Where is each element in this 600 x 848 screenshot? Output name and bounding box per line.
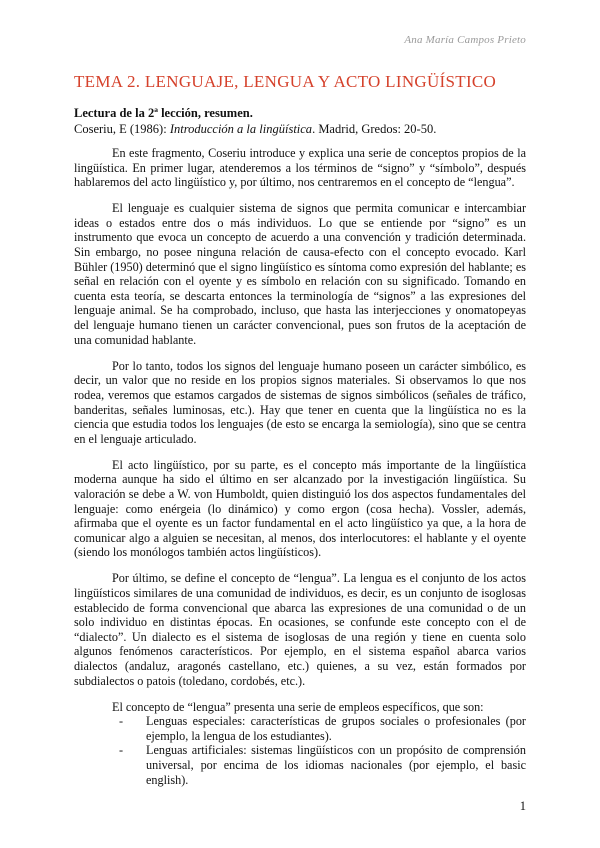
reading-subtitle: Lectura de la 2ª lección, resumen. — [74, 106, 253, 120]
paragraph-acto-linguistico: El acto lingüístico, por su parte, es el concepto más importante de la lingüística moderna aunque ha sido el último en ser alcanzado por la investigación lingüística. Su valoración se debe a W. von Humboldt, quien distinguió los dos aspectos fundamentales del lenguaje: como enérgeia (lo dinámico) y como ergon (cosa hecha). Vossler, además, afirmaba que el oyente es un factor fundamental en el acto lingüístico ya que, a la hora de comunicar algo a alguien se necesitan, al menos, dos interlocutores: el hablante y el oyente (siendo los monólogos también actos lingüísticos). — [74, 457, 526, 560]
paragraph-intro: En este fragmento, Coseriu introduce y explica una serie de conceptos propios de la lingüística. En primer lugar, atenderemos a los términos de “signo” y “símbolo”, después hablaremos del acto lingüístico y, por último, nos centraremos en el concepto de “lengua”. — [74, 146, 526, 190]
header-author: Ana María Campos Prieto — [404, 34, 526, 46]
empleos-list — [74, 714, 526, 787]
page-title: TEMA 2. LENGUAJE, LENGUA Y ACTO LINGÜÍSTICO — [74, 72, 497, 91]
page-number: 1 — [519, 799, 526, 813]
paragraph-signos: Por lo tanto, todos los signos del lenguaje humano poseen un carácter simbólico, es decir, un valor que no reside en los propios signos materiales. Si observamos lo que nos rodea, veremos que estamos cargados de sistemas de signos simbólicos (señales de tráfico, banderitas, señales luminosas, etc.). Hay que tener en cuenta que la lingüística no es la ciencia que estudia todos los lenguajes (de esto se encarga la semiología), sino que se centra en el lenguaje articulado. — [74, 358, 526, 446]
list-item — [119, 714, 526, 743]
list-bullet: - — [119, 743, 124, 758]
citation-book: Introducción a la lingüística — [169, 122, 313, 136]
list-bullet: - — [119, 714, 124, 729]
citation-rest: . Madrid, Gredos: 20-50. — [312, 122, 437, 136]
list-item — [119, 743, 526, 787]
paragraph-lengua: Por último, se define el concepto de “lengua”. La lengua es el conjunto de los actos lingüísticos similares de una comunidad de individuos, es decir, es un conjunto de isoglosas establecido de forma convencional que abarca las expresiones de una comunidad o de un solo individuo en distintas épocas. En ocasiones, se confunde este concepto con el de “dialecto”. Un dialecto es el sistema de isoglosas de una región y tiene en cuenta solo algunos fenómenos característicos. Por ejemplo, en el sistema español abarca varios dialectos (andaluz, aragonés castellano, etc.) quienes, a su vez, están formados por subdialectos o patois (toledano, cordobés, etc.). — [74, 571, 526, 688]
paragraph-lenguaje: El lenguaje es cualquier sistema de signos que permita comunicar e intercambiar ideas o estados entre dos o más individuos. Lo que se entiende por “signo” es un instrumento que evoca un concepto de acuerdo a una convención y tradición determinada. Sin embargo, no posee ninguna relación de causa-efecto con el concepto evocado. Karl Bühler (1950) determinó que el signo lingüístico es síntoma como expresión del hablante; es señal en relación con el oyente y es símbolo en relación con su significado. Tomando en cuenta esta teoría, se descarta entonces la terminología de “signos” a las expresiones del lenguaje animal. Se ha comprobado, incluso, que hasta las interjecciones y onomatopeyas del lenguaje humano tienen un carácter convencional, pues son frutos de la aceptación de una comunidad hablante. — [74, 201, 526, 347]
body-text — [74, 146, 526, 787]
citation-author: Coseriu, E (1986): — [74, 122, 170, 136]
paragraph-empleos: El concepto de “lengua” presenta una serie de empleos específicos, que son: — [112, 699, 484, 714]
list-item-text: Lenguas artificiales: sistemas lingüísticos con un propósito de comprensión universal, por encima de los idiomas nacionales (por ejemplo, el basic english). — [146, 743, 526, 787]
citation — [74, 122, 436, 137]
list-item-text: Lenguas especiales: características de grupos sociales o profesionales (por ejemplo, la lengua de los estudiantes). — [146, 714, 526, 743]
